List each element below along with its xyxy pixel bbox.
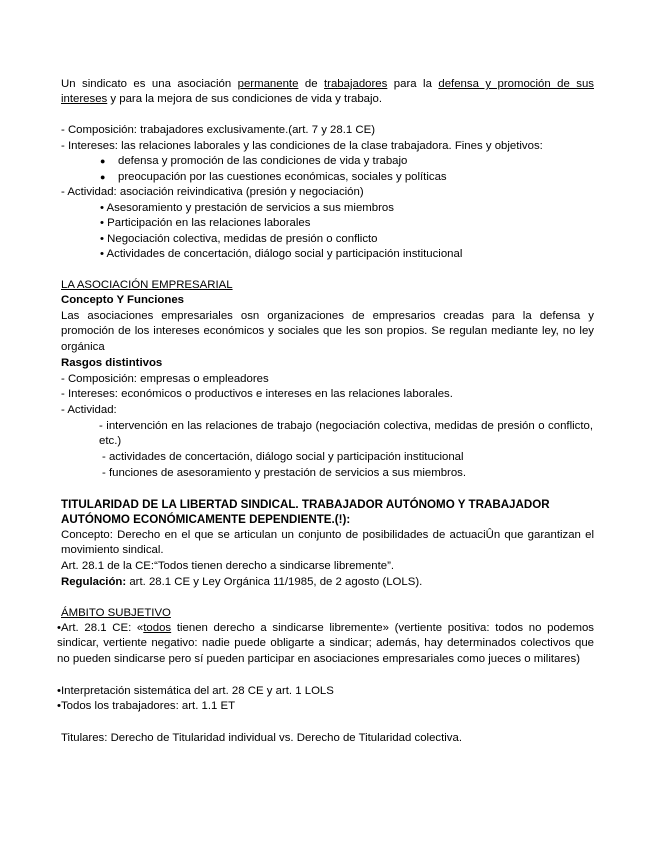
ambito-item-text: •Art. 28.1 CE: «	[57, 622, 144, 634]
empresarial-actividad-item: - funciones de asesoramiento y prestación de servicios a sus miembros.	[102, 467, 467, 479]
concepto-text: Las asociaciones empresariales osn organizaciones de empresarios creadas para la defensa y promoción de los intereses económicos y sociales que les son propios. Se regulan mediante ley, no ley orgánica	[61, 310, 594, 353]
intro-text: para la	[387, 78, 439, 90]
ambito-item	[57, 621, 594, 667]
concepto-heading: Concepto Y Funciones	[61, 294, 184, 306]
empresarial-actividad-item: - actividades de concertación, diálogo social y participación institucional	[102, 451, 464, 463]
titularidad-concepto: Concepto: Derecho en el que se articulan un conjunto de posibilidades de actuaciÛn que garantizan el movimiento sindical.	[61, 529, 594, 557]
actividad-list-item: • Participación en las relaciones laborales	[100, 217, 311, 229]
sindicato-actividad: - Actividad: asociación reivindicativa (presión y negociación)	[61, 186, 364, 198]
empresarial-composicion: - Composición: empresas o empleadores	[61, 373, 269, 385]
sindicato-intereses: - Intereses: las relaciones laborales y las condiciones de la clase trabajadora. Fines y objetivos:	[61, 140, 543, 152]
fines-item-text: preocupación por las cuestiones económicas, sociales y políticas	[118, 171, 447, 183]
ambito-item: •Todos los trabajadores: art. 1.1 ET	[57, 700, 236, 712]
empresarial-actividad: - Actividad:	[61, 404, 117, 416]
bullet-icon: ●	[100, 172, 106, 182]
intro-underlined-permanente: permanente	[237, 78, 299, 90]
titularidad-heading: TITULARIDAD DE LA LIBERTAD SINDICAL. TRABAJADOR AUTÓNOMO Y TRABAJADOR AUTÓNOMO ECONÓMICAMENTE DEPENDIENTE.(!):	[61, 498, 550, 527]
intro-text: Un sindicato es una asociación	[61, 78, 238, 90]
actividad-list-item: • Asesoramiento y prestación de servicios a sus miembros	[100, 202, 394, 214]
actividad-list-item: • Actividades de concertación, diálogo social y participación institucional	[100, 248, 463, 260]
intro-underlined-trabajadores: trabajadores	[324, 78, 388, 90]
regulacion-text: art. 28.1 CE y Ley Orgánica 11/1985, de 2 agosto (LOLS).	[126, 576, 423, 588]
titularidad-art: Art. 28.1 de la CE:“Todos tienen derecho a sindicarse libremente”.	[61, 560, 395, 572]
ambito-item: •Interpretación sistemática del art. 28 CE y art. 1 LOLS	[57, 685, 334, 697]
empresarial-intereses: - Intereses: económicos o productivos e intereses en las relaciones laborales.	[61, 388, 453, 400]
intro-paragraph	[61, 77, 594, 108]
intro-underlined-defensa: defensa y promoción de sus intereses	[61, 78, 594, 106]
empresarial-heading: LA ASOCIACIÓN EMPRESARIAL	[61, 279, 233, 291]
ambito-item-text: tienen derecho a sindicarse libremente» (vertiente positiva: todos no podemos sindicar, vertiente negativo: nadie puede obligarte a sindicar; además, hay determinados colectivos que no pueden sindicarse pero sí pueden participar en asociaciones empresariales como jueces o militares)	[57, 622, 594, 665]
ambito-item-underlined: todos	[143, 622, 172, 634]
ambito-heading: ÁMBITO SUBJETIVO	[61, 607, 171, 619]
empresarial-actividad-item: - intervención en las relaciones de trabajo (negociación colectiva, medidas de presión o conflicto, etc.)	[99, 420, 593, 448]
rasgos-heading: Rasgos distintivos	[61, 357, 163, 369]
regulacion-label: Regulación:	[61, 576, 127, 588]
titulares-text: Titulares: Derecho de Titularidad individual vs. Derecho de Titularidad colectiva.	[61, 732, 462, 744]
intro-text: de	[298, 78, 325, 90]
actividad-list-item: • Negociación colectiva, medidas de presión o conflicto	[100, 233, 378, 245]
intro-text: y para la mejora de sus condiciones de vida y trabajo.	[107, 93, 383, 106]
sindicato-composicion: - Composición: trabajadores exclusivamente.(art. 7 y 28.1 CE)	[61, 124, 376, 136]
titularidad-regulacion	[61, 575, 594, 590]
fines-item-text: defensa y promoción de las condiciones de vida y trabajo	[118, 155, 408, 167]
bullet-icon: ●	[100, 156, 106, 166]
